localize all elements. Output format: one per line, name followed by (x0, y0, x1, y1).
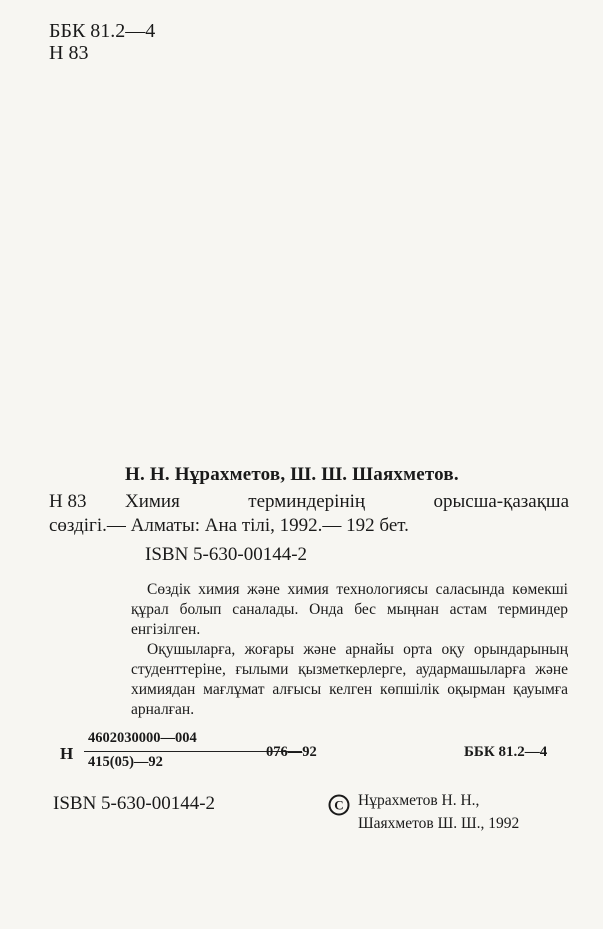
isbn-footer: ISBN 5-630-00144-2 (53, 793, 216, 814)
copyright-icon (328, 794, 350, 816)
book-imprint: сөздігі.— Алматы: Ана тілі, 1992.— 192 бет. (49, 515, 409, 536)
book-authors: Н. Н. Нұрахметов, Ш. Ш. Шаяхметов. (125, 464, 459, 485)
udc-bbk: ББК 81.2—4 (49, 20, 156, 42)
code-order-number: 076—92 (266, 744, 317, 760)
classification-code (58, 730, 578, 776)
author-mark: Н 83 (49, 491, 87, 512)
copyright-holder-1: Нұрахметов Н. Н., (358, 792, 480, 809)
udc-author-mark: Н 83 (49, 42, 89, 64)
isbn-main: ISBN 5-630-00144-2 (145, 544, 308, 565)
code-letter: Н (60, 744, 74, 763)
annotation (131, 580, 568, 720)
annotation-paragraph-1: Сөздік химия және химия технологиясы саласында көмекші құрал болып саналады. Онда бес мыңнан астам терминдер енгізілген. (131, 581, 568, 638)
udc-block (49, 20, 155, 64)
copyright-block (328, 789, 519, 835)
copyright-holder-2: Шаяхметов Ш. Ш., 1992 (358, 815, 520, 832)
annotation-paragraph-2: Оқушыларға, жоғары және арнайы орта оқу орындарының студенттеріне, ғылыми қызметкерлерге, аудармашыларға және химиядан мағлұмат алғысы келген көпшілік оқырман қауымға арналған. (131, 641, 568, 718)
book-title-block (49, 490, 569, 538)
code-numerator: 4602030000—004 (88, 730, 197, 746)
svg-text:C: C (334, 797, 344, 813)
book-title: Химия терминдерінің орысша-қазақша (125, 491, 569, 512)
code-denominator: 415(05)—92 (88, 754, 163, 770)
code-bbk: ББК 81.2—4 (464, 744, 548, 760)
